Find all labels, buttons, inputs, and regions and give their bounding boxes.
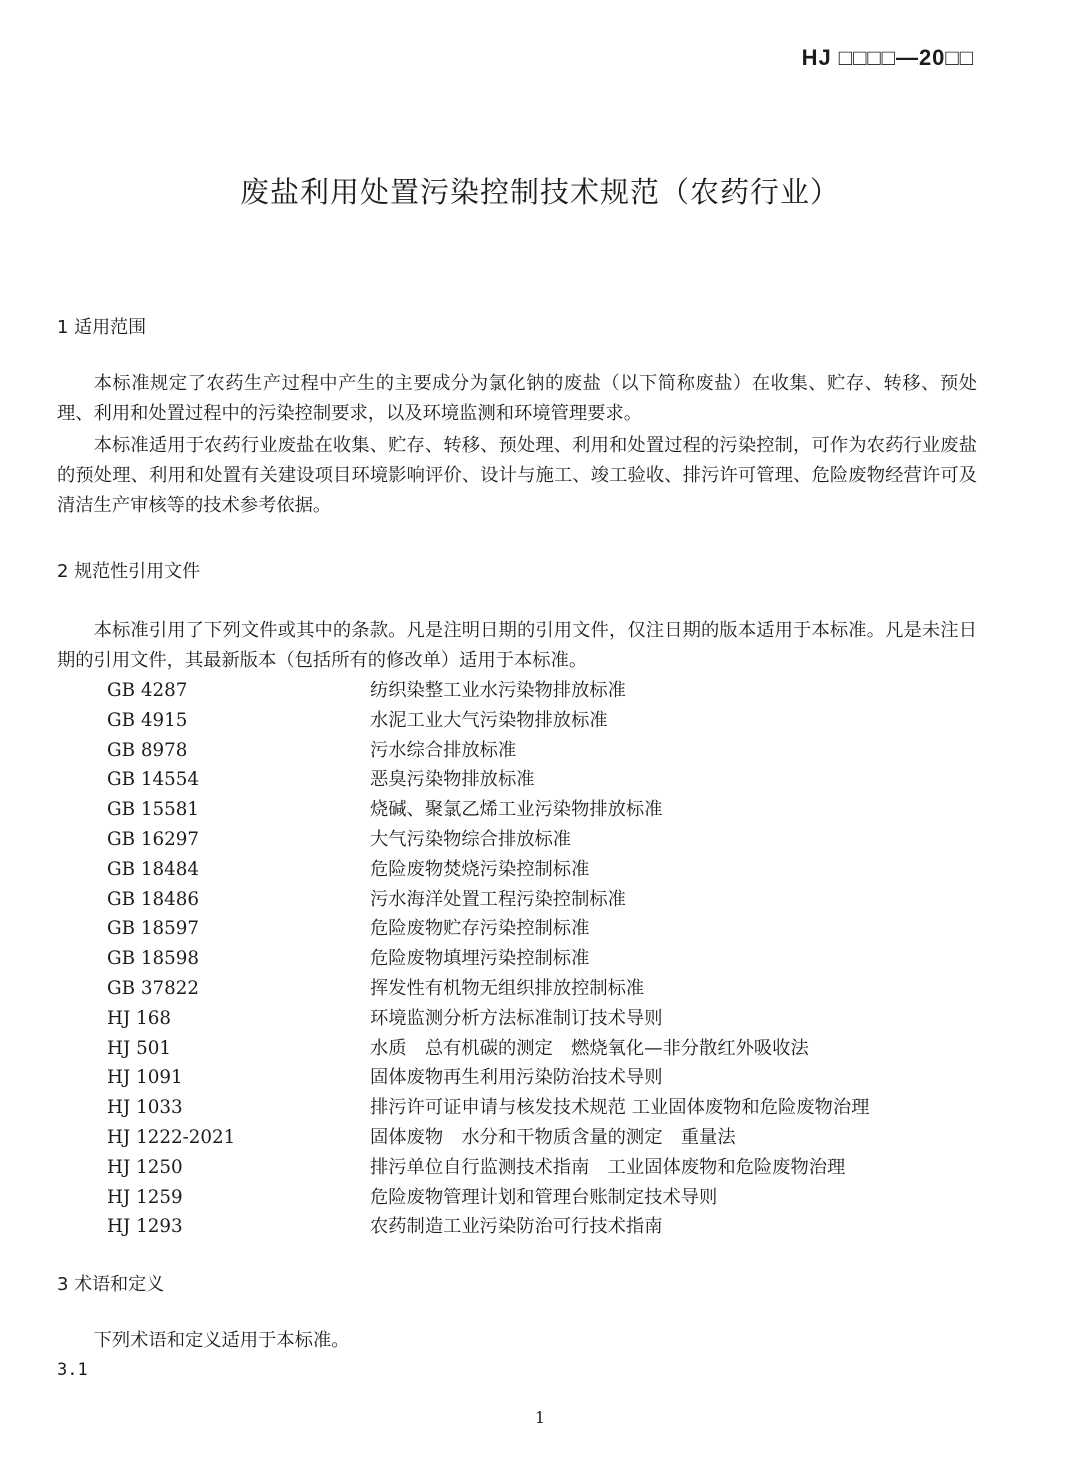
reference-title: 污水综合排放标准 bbox=[370, 739, 517, 761]
reference-title: 污水海洋处置工程污染控制标准 bbox=[370, 888, 626, 910]
reference-code: GB 4287 bbox=[107, 680, 188, 701]
standard-code: HJ □□□□—20□□ bbox=[801, 45, 974, 70]
section-2-paragraph-1: 本标准引用了下列文件或其中的条款。凡是注明日期的引用文件，仅注日期的版本适用于本标准。凡是未注日期的引用文件，其最新版本（包括所有的修改单）适用于本标准。 bbox=[57, 620, 977, 671]
reference-code: HJ 1250 bbox=[107, 1156, 183, 1178]
reference-title: 农药制造工业污染防治可行技术指南 bbox=[370, 1216, 663, 1238]
reference-code: HJ 1293 bbox=[107, 1216, 183, 1238]
reference-title: 固体废物 水分和干物质含量的测定 重量法 bbox=[370, 1126, 736, 1148]
clause-number: 3.1 bbox=[57, 1360, 88, 1380]
reference-code: GB 37822 bbox=[107, 977, 200, 999]
reference-code: HJ 1222-2021 bbox=[107, 1126, 236, 1148]
reference-code: GB 14554 bbox=[107, 769, 200, 791]
reference-title: 大气污染物综合排放标准 bbox=[370, 828, 572, 850]
reference-code: HJ 1091 bbox=[107, 1067, 183, 1089]
reference-code: GB 4915 bbox=[107, 709, 188, 731]
reference-code: GB 15581 bbox=[107, 799, 200, 821]
reference-title: 挥发性有机物无组织排放控制标准 bbox=[370, 977, 645, 999]
reference-title: 危险废物贮存污染控制标准 bbox=[370, 918, 590, 940]
reference-code: HJ 168 bbox=[107, 1007, 171, 1029]
reference-title: 纺织染整工业水污染物排放标准 bbox=[370, 680, 626, 701]
section-3-heading: 3 术语和定义 bbox=[57, 1274, 165, 1295]
reference-title: 固体废物再生利用污染防治技术导则 bbox=[370, 1067, 663, 1089]
reference-title: 水质 总有机碳的测定 燃烧氧化—非分散红外吸收法 bbox=[370, 1037, 809, 1059]
reference-title: 烧碱、聚氯乙烯工业污染物排放标准 bbox=[370, 799, 663, 821]
reference-code: GB 18484 bbox=[107, 858, 200, 880]
reference-title: 排污许可证申请与核发技术规范 工业固体废物和危险废物治理 bbox=[370, 1097, 870, 1119]
reference-code: GB 18597 bbox=[107, 918, 200, 940]
reference-code: HJ 501 bbox=[107, 1037, 171, 1059]
reference-code: GB 16297 bbox=[107, 828, 200, 850]
reference-title: 危险废物焚烧污染控制标准 bbox=[370, 858, 590, 880]
reference-title: 危险废物管理计划和管理台账制定技术导则 bbox=[370, 1186, 718, 1208]
section-3-paragraph-1: 下列术语和定义适用于本标准。 bbox=[93, 1330, 350, 1351]
reference-code: HJ 1259 bbox=[107, 1186, 183, 1208]
reference-code: GB 18598 bbox=[107, 948, 200, 970]
reference-title: 排污单位自行监测技术指南 工业固体废物和危险废物治理 bbox=[370, 1156, 846, 1178]
document-title: 废盐利用处置污染控制技术规范（农药行业） bbox=[239, 175, 840, 209]
page-number: 1 bbox=[534, 1408, 546, 1427]
reference-title: 危险废物填埋污染控制标准 bbox=[370, 948, 590, 970]
reference-code: HJ 1033 bbox=[107, 1097, 183, 1119]
section-1-heading: 1 适用范围 bbox=[57, 317, 147, 338]
reference-code: GB 8978 bbox=[107, 739, 188, 761]
section-1-paragraph-2: 本标准适用于农药行业废盐在收集、贮存、转移、预处理、利用和处置过程的污染控制，可作为农药行业废盐的预处理、利用和处置有关建设项目环境影响评价、设计与施工、竣工验收、排污许可管理、危险废物经营许可及清洁生产审核等的技术参考依据。 bbox=[57, 435, 977, 516]
reference-title: 水泥工业大气污染物排放标准 bbox=[370, 709, 608, 731]
section-1-paragraph-1: 本标准规定了农药生产过程中产生的主要成分为氯化钠的废盐（以下简称废盐）在收集、贮存、转移、预处理、利用和处置过程中的污染控制要求，以及环境监测和环境管理要求。 bbox=[57, 373, 977, 424]
reference-title: 恶臭污染物排放标准 bbox=[370, 769, 535, 791]
reference-code: GB 18486 bbox=[107, 888, 200, 910]
section-2-heading: 2 规范性引用文件 bbox=[57, 561, 201, 582]
reference-title: 环境监测分析方法标准制订技术导则 bbox=[370, 1007, 663, 1029]
